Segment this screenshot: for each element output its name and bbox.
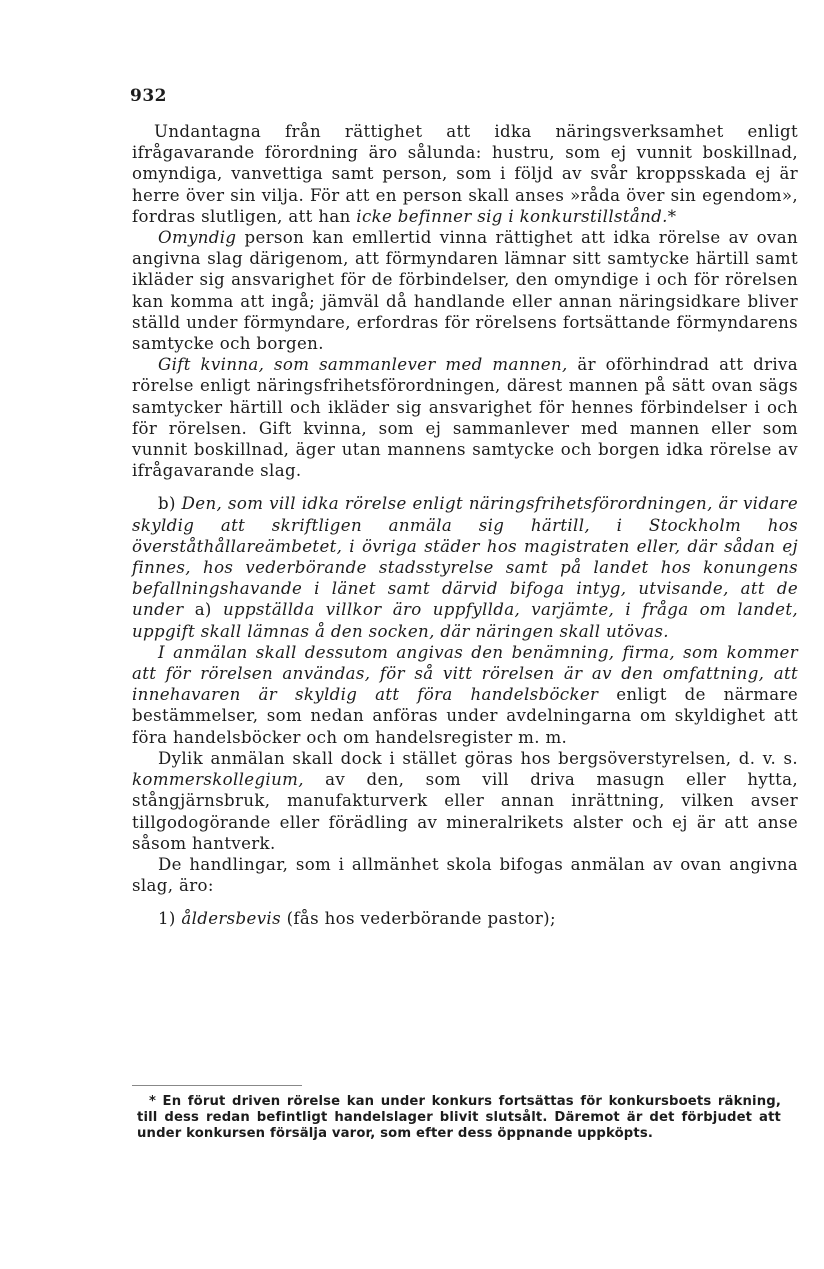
paragraph-minor-person-text: person kan emllertid vinna rättighet att idka rörelse av ovan angivna slag därigenom, att förmyndaren lämnar sitt samtycke härtill samt ikläder sig ansvarighet för de förbindelser, den omyndige i och för rörelsen kan komma att ingå; jämväl då handlande eller annan näringsidkare bliver ställd under förmyndare, erfordras för rörelsens fortsättande förmyndarens samtycke och borgen. — [132, 228, 798, 354]
list-item-text: (fås hos vederbörande pastor); — [280, 909, 556, 929]
paragraph-company-name-emphasis: I anmälan skall dessutom angivas den benämning, firma, som kommer att för rörelsen användas, för så vitt rörelsen är av den omfattning, att innehavaren är skyldig att föra handelsböcker — [132, 642, 798, 705]
paragraph-minor-person — [132, 227, 798, 354]
paragraph-mining-board-emphasis: kommerskollegium, — [132, 770, 304, 790]
paragraph-registration-label: b) — [158, 494, 182, 514]
paragraph-minor-person-emphasis: Omyndig — [158, 228, 237, 248]
footnote — [137, 1094, 781, 1142]
paragraph-married-woman — [132, 354, 798, 481]
paragraph-mining-board-text: Dylik anmälan skall dock i stället göras hos bergsöverstyrelsen, d. v. s. — [158, 748, 798, 768]
list-item-age-certificate — [132, 908, 798, 929]
footnote-divider — [132, 1085, 302, 1086]
page-number: 932 — [130, 86, 167, 106]
paragraph-registration-emphasis: Den, som vill idka rörelse enligt näringsfrihetsförordningen, är vidare skyldig att skriftligen anmäla sig härtill, i Stockholm hos överståthållareämbetet, i övriga städer hos magistraten eller, där sådan ej finnes, hos vederbörande stadsstyrelse samt på landet hos konungens befallningshavande i länet samt därvid bifoga intyg, utvisande, att de under — [132, 494, 798, 620]
footnote-text: * En förut driven rörelse kan under konkurs fortsättas för konkursboets räkning, till dess redan befintligt handelslager blivit slutsålt. Däremot är det förbjudet att under konkursen försälja varor, som efter dess öppnande uppköpts. — [137, 1094, 781, 1141]
paragraph-registration-emphasis-2: uppställda villkor äro uppfyllda, varjämte, i fråga om landet, uppgift skall lämnas å den socken, där näringen skall utövas. — [132, 600, 798, 641]
paragraph-mining-board-text-2: av den, som vill driva masugn eller hytta, stångjärnsbruk, manufakturverk eller annan inrättning, vilken avser tillgodogörande eller förädling av mineralrikets alster och ej är att anse såsom hantverk. — [132, 770, 798, 853]
paragraph-documents: De handlingar, som i allmänhet skola bifogas anmälan av ovan angivna slag, äro: — [132, 854, 798, 896]
paragraph-exclusions-emphasis: icke befinner sig i konkurstillstånd.* — [356, 206, 677, 226]
paragraph-registration — [132, 493, 798, 641]
paragraph-exclusions — [132, 121, 798, 227]
paragraph-company-name — [132, 642, 798, 748]
paragraph-married-woman-text: är oförhindrad att driva rörelse enligt näringsfrihetsförordningen, därest mannen på sätt ovan sägs samtycker härtill och ikläder sig ansvarighet för hennes förbindelser i och för rörelsen. Gift kvinna, som ej sammanlever med mannen eller som vunnit boskillnad, äger utan mannens samtycke och borgen idka rörelse av ifrågavarande slag. — [132, 355, 798, 481]
paragraph-married-woman-emphasis: Gift kvinna, som sammanlever med mannen, — [158, 355, 568, 375]
body-text — [132, 121, 798, 930]
list-item-emphasis: åldersbevis — [181, 909, 281, 929]
paragraph-company-name-text: enligt de närmare bestämmelser, som nedan anföras under avdelningarna om skyldighet att föra handelsböcker och om handelsregister m. m. — [132, 685, 798, 747]
paragraph-exclusions-text: Undantagna från rättighet att idka näringsverksamhet enligt ifrågavarande förordning äro sålunda: hustru, som ej vunnit boskillnad, omyndiga, vanvettiga samt person, som i följd av svår kroppsskada ej är herre över sin vilja. För att en person skall anses »råda över sin egendom», fordras slutligen, att han — [132, 122, 798, 226]
paragraph-mining-board — [132, 748, 798, 854]
paragraph-registration-ref: a) — [183, 600, 223, 620]
list-item-number: 1) — [158, 909, 182, 929]
